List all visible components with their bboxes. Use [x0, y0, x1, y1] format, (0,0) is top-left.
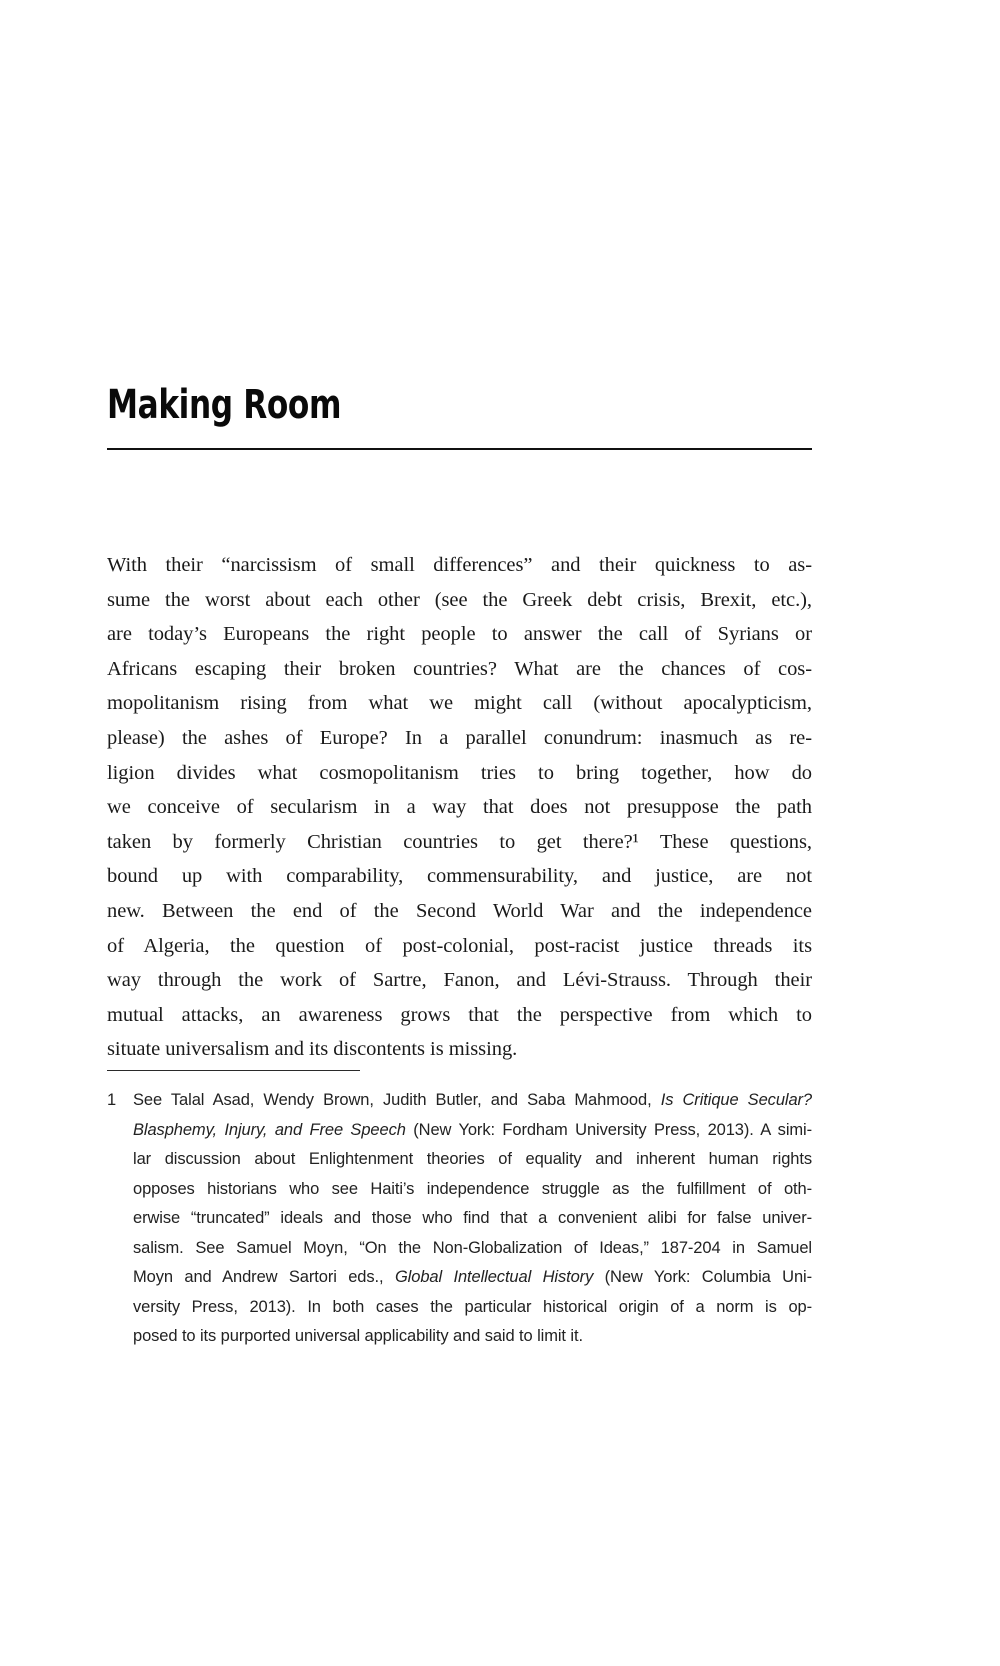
footnote-number: 1 — [107, 1091, 117, 1109]
footnote-line: lar discussion about Enlightenment theories of equality and inherent human rights — [133, 1150, 812, 1168]
body-line: sume the worst about each other (see the Greek debt crisis, Brexit, etc.), — [107, 588, 812, 611]
body-line: of Algeria, the question of post-colonial, post-racist justice threads its — [107, 934, 812, 957]
body-line: mutual attacks, an awareness grows that the perspective from which to — [107, 1003, 812, 1026]
body-line: please) the ashes of Europe? In a parallel conundrum: inasmuch as re- — [107, 726, 812, 749]
chapter-title: Making Room — [107, 382, 342, 428]
footnote-separator — [107, 1070, 360, 1071]
footnote-line: erwise “truncated” ideals and those who find that a convenient alibi for false univer- — [133, 1209, 812, 1227]
footnote-line: posed to its purported universal applicability and said to limit it. — [133, 1327, 583, 1345]
footnote-line: Moyn and Andrew Sartori eds., Global Intellectual History (New York: Columbia Uni- — [133, 1268, 812, 1286]
footnote-line: opposes historians who see Haiti’s independence struggle as the fulfillment of oth- — [133, 1179, 812, 1198]
footnote-line: Blasphemy, Injury, and Free Speech (New York: Fordham University Press, 2013). A simi- — [133, 1120, 812, 1139]
title-rule — [107, 448, 812, 450]
body-line: mopolitanism rising from what we might call (without apocalypticism, — [107, 692, 812, 715]
body-line: bound up with comparability, commensurability, and justice, are not — [107, 865, 812, 888]
body-line: new. Between the end of the Second World War and the independence — [107, 899, 812, 922]
footnote — [107, 1086, 812, 1352]
footnote-line: See Talal Asad, Wendy Brown, Judith Butler, and Saba Mahmood, Is Critique Secular? — [133, 1091, 812, 1109]
body-line: taken by formerly Christian countries to get there?¹ These questions, — [107, 830, 812, 853]
footnote-text — [133, 1086, 812, 1352]
body-line: ligion divides what cosmopolitanism tries to bring together, how do — [107, 761, 812, 784]
body-line: situate universalism and its discontents is missing. — [107, 1038, 518, 1061]
body-line: we conceive of secularism in a way that does not presuppose the path — [107, 796, 812, 819]
body-line: are today’s Europeans the right people to answer the call of Syrians or — [107, 623, 812, 646]
body-line: With their “narcissism of small differences” and their quickness to as- — [107, 554, 812, 576]
body-paragraph — [107, 548, 812, 1067]
footnote-line: versity Press, 2013). In both cases the particular historical origin of a norm is op- — [133, 1297, 812, 1316]
body-line: Africans escaping their broken countries? What are the chances of cos- — [107, 657, 812, 680]
footnote-line: salism. See Samuel Moyn, “On the Non-Globalization of Ideas,” 187-204 in Samuel — [133, 1238, 812, 1257]
body-line: way through the work of Sartre, Fanon, and Lévi-Strauss. Through their — [107, 969, 812, 992]
